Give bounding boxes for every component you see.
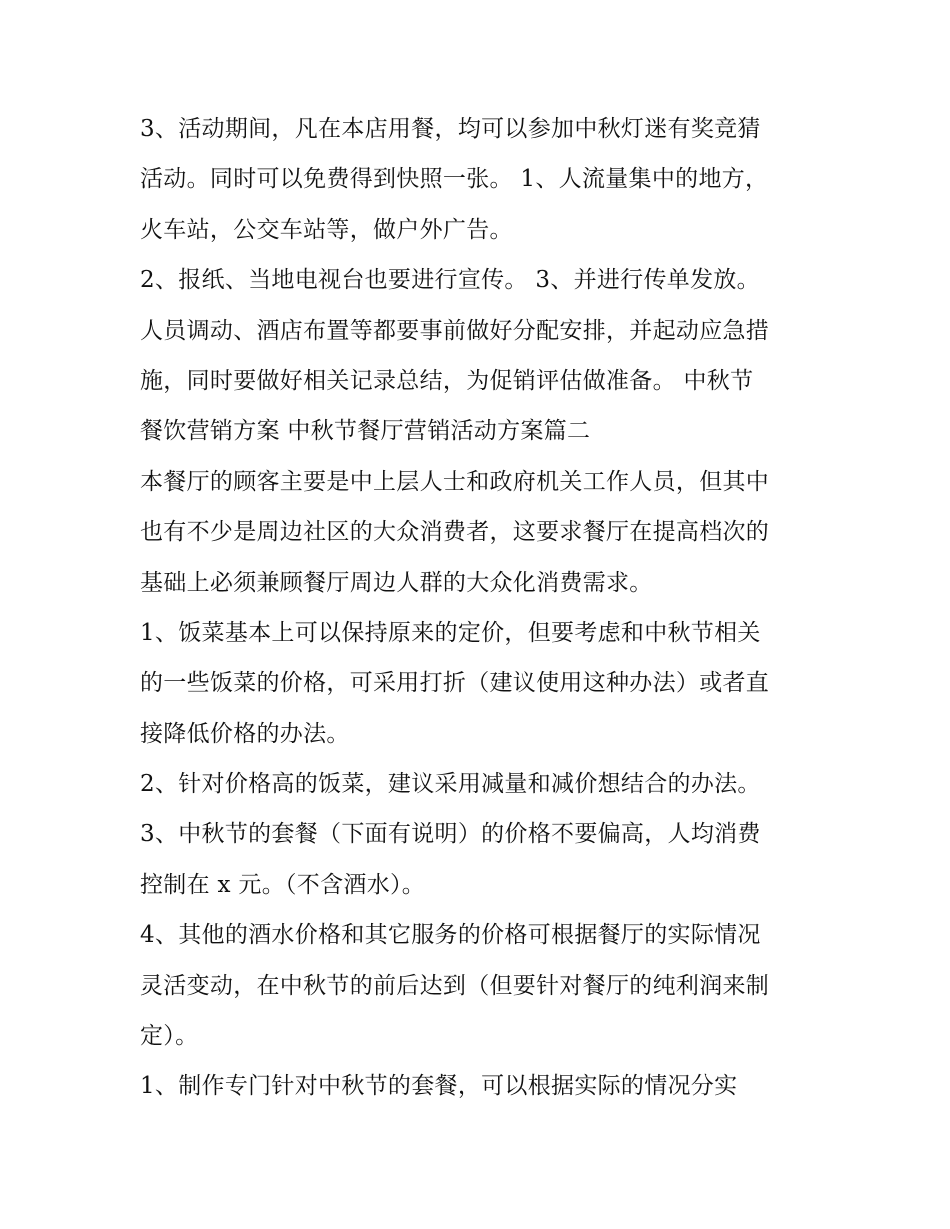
text-line: 灵活变动，在中秋节的前后达到（但要针对餐厅的纯利润来制	[140, 972, 770, 999]
text-line: 也有不少是周边社区的大众消费者，这要求餐厅在提高档次的	[140, 519, 770, 546]
text-line: 施，同时要做好相关记录总结，为促销评估做准备。 中秋节	[140, 367, 754, 394]
text-line: 接降低价格的办法。	[140, 720, 350, 747]
text-line: 餐饮营销方案 中秋节餐厅营销活动方案篇二	[140, 418, 591, 445]
text-line: 基础上必须兼顾餐厅周边人群的大众化消费需求。	[140, 569, 653, 596]
text-line: 3、中秋节的套餐（下面有说明）的价格不要偏高，人均消费	[140, 821, 761, 848]
document-body	[140, 104, 820, 1112]
text-line: 定）。	[140, 1023, 199, 1050]
text-line: 本餐厅的顾客主要是中上层人士和政府机关工作人员，但其中	[140, 468, 770, 495]
text-line: 1、制作专门针对中秋节的套餐，可以根据实际的情况分实	[140, 1073, 738, 1100]
text-line: 2、针对价格高的饭菜，建议采用减量和减价想结合的办法。	[140, 771, 761, 798]
text-line: 4、其他的酒水价格和其它服务的价格可根据餐厅的实际情况	[140, 922, 761, 949]
text-line: 的一些饭菜的价格，可采用打折（建议使用这种办法）或者直	[140, 670, 770, 697]
text-line: 活动。同时可以免费得到快照一张。 1、人流量集中的地方，	[140, 166, 769, 193]
text-line: 人员调动、酒店布置等都要事前做好分配安排，并起动应急措	[140, 317, 770, 344]
text-line: 3、活动期间，凡在本店用餐，均可以参加中秋灯迷有奖竞猜	[140, 116, 761, 142]
text-line: 2、报纸、当地电视台也要进行宣传。 3、并进行传单发放。	[140, 267, 760, 294]
text-line: 1、饭菜基本上可以保持原来的定价，但要考虑和中秋节相关	[140, 619, 761, 646]
text-line: 火车站，公交车站等，做户外广告。	[140, 216, 513, 243]
text-line: 控制在 x 元。（不含酒水）。	[140, 871, 426, 898]
